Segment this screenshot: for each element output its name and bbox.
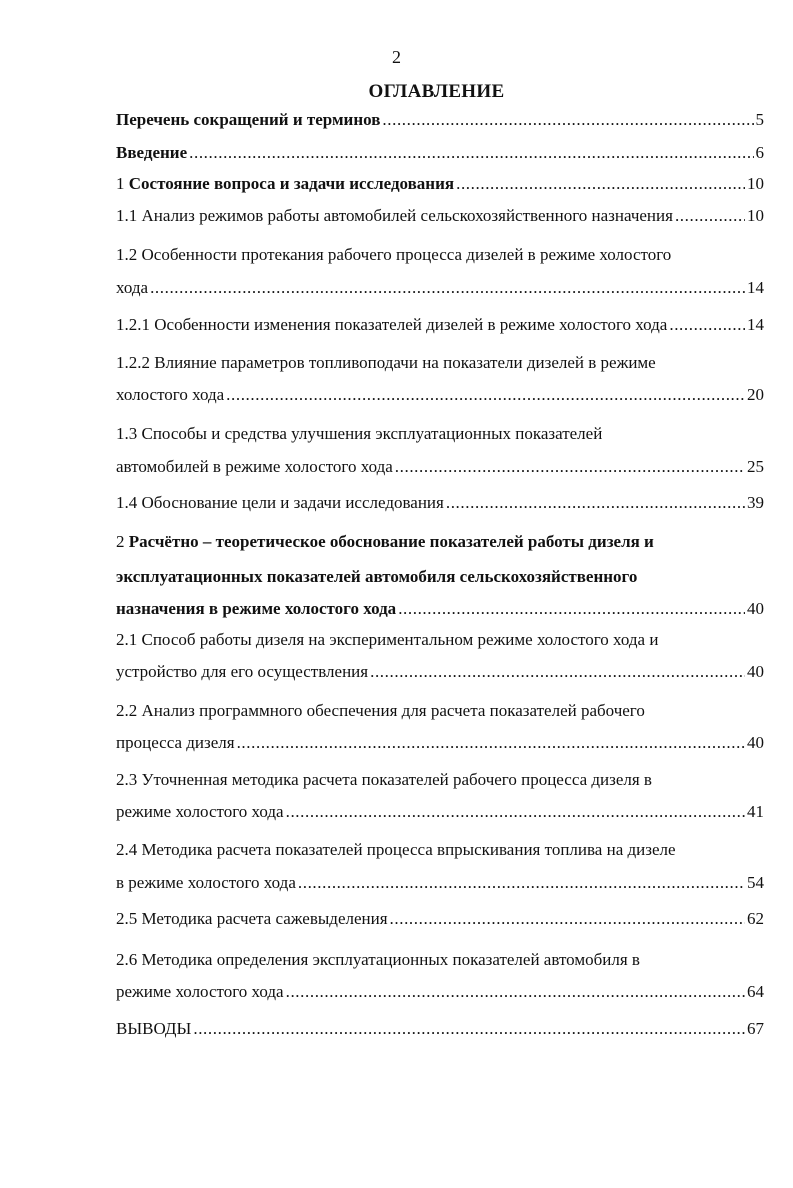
toc-entry-label: Перечень сокращений и терминов — [116, 110, 381, 129]
toc-leader-dots — [226, 383, 745, 407]
toc-leader-dots — [669, 313, 745, 337]
toc-entry-2-2-line1: 2.2 Анализ программного обеспечения для расчета показателей рабочего — [116, 701, 645, 720]
toc-entry-2-3-line1: 2.3 Уточненная методика расчета показателей рабочего процесса дизеля в — [116, 770, 652, 789]
toc-entry-page: 5 — [755, 110, 764, 129]
toc-leader-dots — [398, 597, 745, 621]
toc-entry-page: 67 — [747, 1019, 764, 1038]
toc-entry-1-2-1 — [116, 313, 764, 337]
toc-leader-dots — [446, 491, 745, 515]
toc-entry-page: 40 — [747, 733, 764, 752]
toc-entry-2-1 — [116, 660, 764, 684]
toc-entry-2-5 — [116, 907, 764, 931]
toc-entry-label: Введение — [116, 143, 188, 162]
toc-entry-page: 40 — [747, 599, 764, 618]
toc-entry-chapter-2 — [116, 597, 764, 621]
toc-entry-label: 1.1 Анализ режимов работы автомобилей сельскохозяйственного назначения — [116, 206, 673, 225]
toc-entry-1-4 — [116, 491, 764, 515]
toc-entry-abbreviations — [116, 108, 764, 132]
toc-entry-label: хода — [116, 278, 149, 297]
chapter-title: Состояние вопроса и задачи исследования — [128, 174, 455, 193]
toc-entry-2-6-line1: 2.6 Методика определения эксплуатационных показателей автомобиля в — [116, 950, 640, 969]
page-number: 2 — [392, 47, 401, 67]
toc-leader-dots — [390, 907, 745, 931]
toc-entry-2-4-line1: 2.4 Методика расчета показателей процесса впрыскивания топлива на дизеле — [116, 840, 676, 859]
toc-entry-2-4 — [116, 871, 764, 895]
toc-entry-2-6 — [116, 980, 764, 1004]
toc-entry-page: 25 — [747, 457, 764, 476]
toc-entry-page: 40 — [747, 662, 764, 681]
toc-entry-page: 10 — [747, 174, 764, 193]
toc-entry-label: в режиме холостого хода — [116, 873, 296, 892]
toc-entry-2-1-line1: 2.1 Способ работы дизеля на экспериментальном режиме холостого хода и — [116, 630, 659, 649]
toc-leader-dots — [150, 276, 745, 300]
toc-entry-label: 1.2.1 Особенности изменения показателей дизелей в режиме холостого хода — [116, 315, 668, 334]
toc-entry-1-2-2 — [116, 383, 764, 407]
toc-entry-page: 10 — [747, 206, 764, 225]
chapter-title-line1: Расчётно – теоретическое обоснование показателей работы дизеля и — [128, 532, 654, 551]
toc-entry-page: 20 — [747, 385, 764, 404]
toc-entry-chapter-2-line2: эксплуатационных показателей автомобиля сельскохозяйственного — [116, 567, 638, 586]
toc-entry-page: 54 — [747, 873, 764, 892]
toc-leader-dots — [286, 800, 745, 824]
toc-entry-page: 41 — [747, 802, 764, 821]
toc-entry-page: 62 — [747, 909, 764, 928]
toc-entry-label: ВЫВОДЫ — [116, 1019, 192, 1038]
toc-entry-1-2 — [116, 276, 764, 300]
toc-entry-chapter-1 — [116, 172, 764, 196]
toc-leader-dots — [456, 172, 745, 196]
toc-entry-conclusions — [116, 1017, 764, 1041]
toc-leader-dots — [298, 871, 745, 895]
toc-entry-label: устройство для его осуществления — [116, 662, 369, 681]
toc-leader-dots — [395, 455, 745, 479]
toc-entry-label: режиме холостого хода — [116, 802, 284, 821]
toc-entry-2-3 — [116, 800, 764, 824]
toc-entry-page: 64 — [747, 982, 764, 1001]
toc-entry-2-2 — [116, 731, 764, 755]
toc-entry-introduction — [116, 141, 764, 165]
toc-entry-label: процесса дизеля — [116, 733, 235, 752]
toc-entry-1-2-line1: 1.2 Особенности протекания рабочего процесса дизелей в режиме холостого — [116, 245, 672, 264]
toc-entry-label: 1.4 Обоснование цели и задачи исследования — [116, 493, 444, 512]
toc-heading: ОГЛАВЛЕНИЕ — [368, 81, 505, 102]
toc-entry-label: назначения в режиме холостого хода — [116, 599, 397, 618]
toc-entry-1-1 — [116, 204, 764, 228]
toc-leader-dots — [237, 731, 745, 755]
toc-leader-dots — [189, 141, 753, 165]
toc-entry-page: 6 — [755, 143, 764, 162]
toc-entry-page: 14 — [747, 278, 764, 297]
toc-entry-1-3-line1: 1.3 Способы и средства улучшения эксплуатационных показателей — [116, 424, 603, 443]
chapter-number: 2 — [116, 532, 125, 551]
toc-entry-label: режиме холостого хода — [116, 982, 284, 1001]
chapter-number: 1 — [116, 174, 125, 193]
toc-entry-label: автомобилей в режиме холостого хода — [116, 457, 393, 476]
toc-entry-1-2-2-line1: 1.2.2 Влияние параметров топливоподачи на показатели дизелей в режиме — [116, 353, 656, 372]
toc-leader-dots — [675, 204, 745, 228]
toc-entry-label: 2.5 Методика расчета сажевыделения — [116, 909, 388, 928]
toc-leader-dots — [193, 1017, 745, 1041]
toc-leader-dots — [286, 980, 745, 1004]
toc-entry-chapter-2-line1 — [116, 530, 764, 554]
toc-leader-dots — [382, 108, 753, 132]
toc-entry-1-3 — [116, 455, 764, 479]
toc-entry-page: 39 — [747, 493, 764, 512]
toc-entry-label — [116, 172, 454, 196]
toc-entry-page: 14 — [747, 315, 764, 334]
toc-leader-dots — [370, 660, 745, 684]
toc-entry-label: холостого хода — [116, 385, 225, 404]
